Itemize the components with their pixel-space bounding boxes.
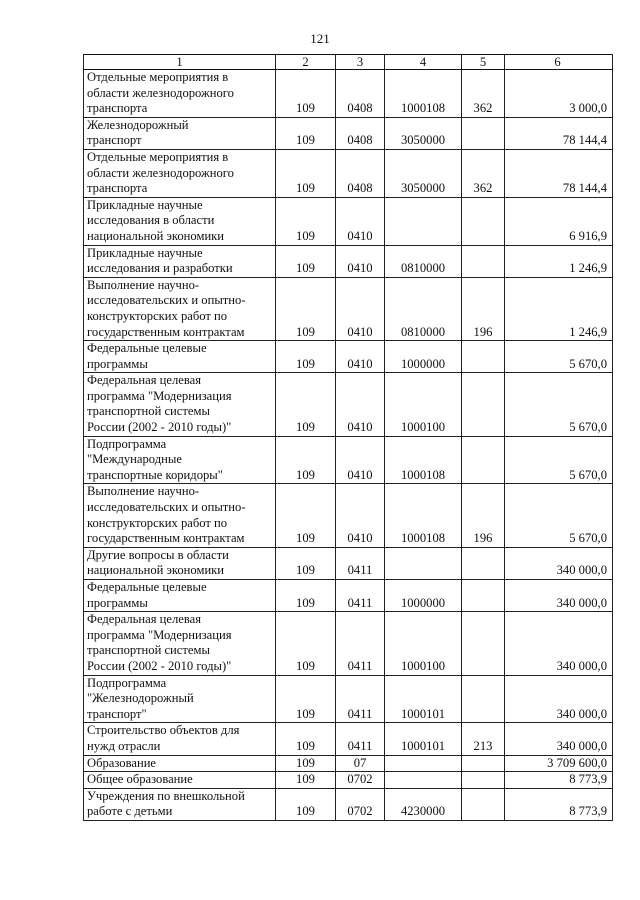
row-col5-cell [462, 117, 505, 149]
row-col5-cell [462, 612, 505, 675]
row-col2-cell: 109 [276, 70, 336, 118]
table-row [84, 755, 613, 772]
header-col-3: 3 [336, 55, 385, 70]
row-col2-cell: 109 [276, 373, 336, 436]
row-amount-cell: 6 916,9 [505, 197, 613, 245]
table-body [84, 70, 613, 821]
row-col4-cell: 1000108 [385, 484, 462, 547]
row-col5-cell [462, 788, 505, 820]
table-row [84, 772, 613, 789]
row-col2-cell: 109 [276, 788, 336, 820]
header-col-1: 1 [84, 55, 276, 70]
row-col2-cell: 109 [276, 612, 336, 675]
row-amount-cell: 3 709 600,0 [505, 755, 613, 772]
row-amount-cell: 8 773,9 [505, 772, 613, 789]
row-col5-cell [462, 197, 505, 245]
row-amount-cell: 340 000,0 [505, 723, 613, 755]
row-name-cell: Железнодорожный транспорт [84, 117, 276, 149]
row-col4-cell: 1000100 [385, 612, 462, 675]
row-name-cell: Федеральная целевая программа "Модернизация транспортной системы России (2002 - 2010 годы)" [84, 612, 276, 675]
row-col4-cell: 1000000 [385, 580, 462, 612]
row-col3-cell: 0702 [336, 772, 385, 789]
row-col3-cell: 0410 [336, 245, 385, 277]
row-col3-cell: 0408 [336, 70, 385, 118]
row-amount-cell: 8 773,9 [505, 788, 613, 820]
row-col5-cell [462, 436, 505, 484]
row-name-cell: Прикладные научные исследования в области национальной экономики [84, 197, 276, 245]
row-name-cell: Общее образование [84, 772, 276, 789]
row-name-cell: Другие вопросы в области национальной экономики [84, 547, 276, 579]
row-amount-cell: 5 670,0 [505, 436, 613, 484]
table-row [84, 484, 613, 547]
row-col3-cell: 0411 [336, 612, 385, 675]
table-row [84, 723, 613, 755]
row-amount-cell: 5 670,0 [505, 484, 613, 547]
header-col-4: 4 [385, 55, 462, 70]
table-header [84, 55, 613, 70]
table-row [84, 341, 613, 373]
row-col3-cell: 0411 [336, 580, 385, 612]
row-col5-cell [462, 373, 505, 436]
header-col-5: 5 [462, 55, 505, 70]
row-col3-cell: 07 [336, 755, 385, 772]
row-col5-cell: 362 [462, 149, 505, 197]
row-col3-cell: 0410 [336, 197, 385, 245]
row-col4-cell: 3050000 [385, 117, 462, 149]
row-col5-cell: 196 [462, 277, 505, 340]
table-row [84, 373, 613, 436]
header-row [84, 55, 613, 70]
row-amount-cell: 5 670,0 [505, 341, 613, 373]
table-row [84, 277, 613, 340]
row-amount-cell: 3 000,0 [505, 70, 613, 118]
row-col2-cell: 109 [276, 436, 336, 484]
row-col3-cell: 0410 [336, 436, 385, 484]
row-col5-cell: 196 [462, 484, 505, 547]
row-col2-cell: 109 [276, 117, 336, 149]
row-col3-cell: 0408 [336, 117, 385, 149]
row-col4-cell: 1000100 [385, 373, 462, 436]
row-col5-cell [462, 547, 505, 579]
row-col4-cell [385, 772, 462, 789]
row-col4-cell [385, 755, 462, 772]
row-amount-cell: 340 000,0 [505, 580, 613, 612]
row-amount-cell: 78 144,4 [505, 149, 613, 197]
row-col5-cell [462, 245, 505, 277]
row-col2-cell: 109 [276, 772, 336, 789]
row-col2-cell: 109 [276, 277, 336, 340]
row-name-cell: Федеральные целевые программы [84, 341, 276, 373]
row-col2-cell: 109 [276, 149, 336, 197]
row-col4-cell: 1000108 [385, 436, 462, 484]
table-row [84, 675, 613, 723]
header-col-2: 2 [276, 55, 336, 70]
page-number: 121 [310, 31, 330, 46]
row-col3-cell: 0410 [336, 373, 385, 436]
row-col4-cell: 1000101 [385, 675, 462, 723]
table-row [84, 117, 613, 149]
row-col4-cell: 1000000 [385, 341, 462, 373]
row-name-cell: Образование [84, 755, 276, 772]
row-col2-cell: 109 [276, 675, 336, 723]
row-name-cell: Федеральная целевая программа "Модернизация транспортной системы России (2002 - 2010 годы)" [84, 373, 276, 436]
row-col2-cell: 109 [276, 341, 336, 373]
row-name-cell: Учреждения по внешкольной работе с детьми [84, 788, 276, 820]
table-row [84, 197, 613, 245]
budget-table [83, 54, 613, 821]
row-name-cell: Отдельные мероприятия в области железнодорожного транспорта [84, 149, 276, 197]
row-col5-cell: 362 [462, 70, 505, 118]
row-name-cell: Подпрограмма "Международные транспортные коридоры" [84, 436, 276, 484]
table-row [84, 788, 613, 820]
row-col5-cell [462, 675, 505, 723]
row-amount-cell: 340 000,0 [505, 547, 613, 579]
row-amount-cell: 340 000,0 [505, 675, 613, 723]
row-col2-cell: 109 [276, 723, 336, 755]
row-col3-cell: 0410 [336, 484, 385, 547]
row-name-cell: Отдельные мероприятия в области железнодорожного транспорта [84, 70, 276, 118]
table-row [84, 612, 613, 675]
row-col4-cell: 4230000 [385, 788, 462, 820]
row-amount-cell: 5 670,0 [505, 373, 613, 436]
row-amount-cell: 78 144,4 [505, 117, 613, 149]
row-name-cell: Прикладные научные исследования и разработки [84, 245, 276, 277]
table-row [84, 436, 613, 484]
row-col5-cell: 213 [462, 723, 505, 755]
row-col4-cell: 3050000 [385, 149, 462, 197]
row-amount-cell: 1 246,9 [505, 277, 613, 340]
row-amount-cell: 1 246,9 [505, 245, 613, 277]
row-name-cell: Федеральные целевые программы [84, 580, 276, 612]
row-col3-cell: 0410 [336, 277, 385, 340]
row-col3-cell: 0411 [336, 723, 385, 755]
row-col3-cell: 0408 [336, 149, 385, 197]
row-col4-cell: 1000108 [385, 70, 462, 118]
row-amount-cell: 340 000,0 [505, 612, 613, 675]
row-col3-cell: 0411 [336, 675, 385, 723]
row-col5-cell [462, 755, 505, 772]
row-col4-cell: 1000101 [385, 723, 462, 755]
table-row [84, 149, 613, 197]
row-col4-cell [385, 197, 462, 245]
row-col5-cell [462, 580, 505, 612]
row-col2-cell: 109 [276, 547, 336, 579]
table-row [84, 70, 613, 118]
row-col2-cell: 109 [276, 484, 336, 547]
row-name-cell: Выполнение научно- исследовательских и опытно- конструкторских работ по государственным контрактам [84, 277, 276, 340]
row-col2-cell: 109 [276, 755, 336, 772]
row-col4-cell: 0810000 [385, 277, 462, 340]
table-row [84, 580, 613, 612]
row-col4-cell [385, 547, 462, 579]
row-name-cell: Строительство объектов для нужд отрасли [84, 723, 276, 755]
header-col-6: 6 [505, 55, 613, 70]
table-row [84, 245, 613, 277]
row-col5-cell [462, 772, 505, 789]
row-col4-cell: 0810000 [385, 245, 462, 277]
row-col3-cell: 0702 [336, 788, 385, 820]
row-col5-cell [462, 341, 505, 373]
row-name-cell: Выполнение научно- исследовательских и опытно- конструкторских работ по государственным контрактам [84, 484, 276, 547]
table-row [84, 547, 613, 579]
row-col2-cell: 109 [276, 245, 336, 277]
row-col3-cell: 0410 [336, 341, 385, 373]
row-name-cell: Подпрограмма "Железнодорожный транспорт" [84, 675, 276, 723]
row-col2-cell: 109 [276, 580, 336, 612]
row-col3-cell: 0411 [336, 547, 385, 579]
row-col2-cell: 109 [276, 197, 336, 245]
